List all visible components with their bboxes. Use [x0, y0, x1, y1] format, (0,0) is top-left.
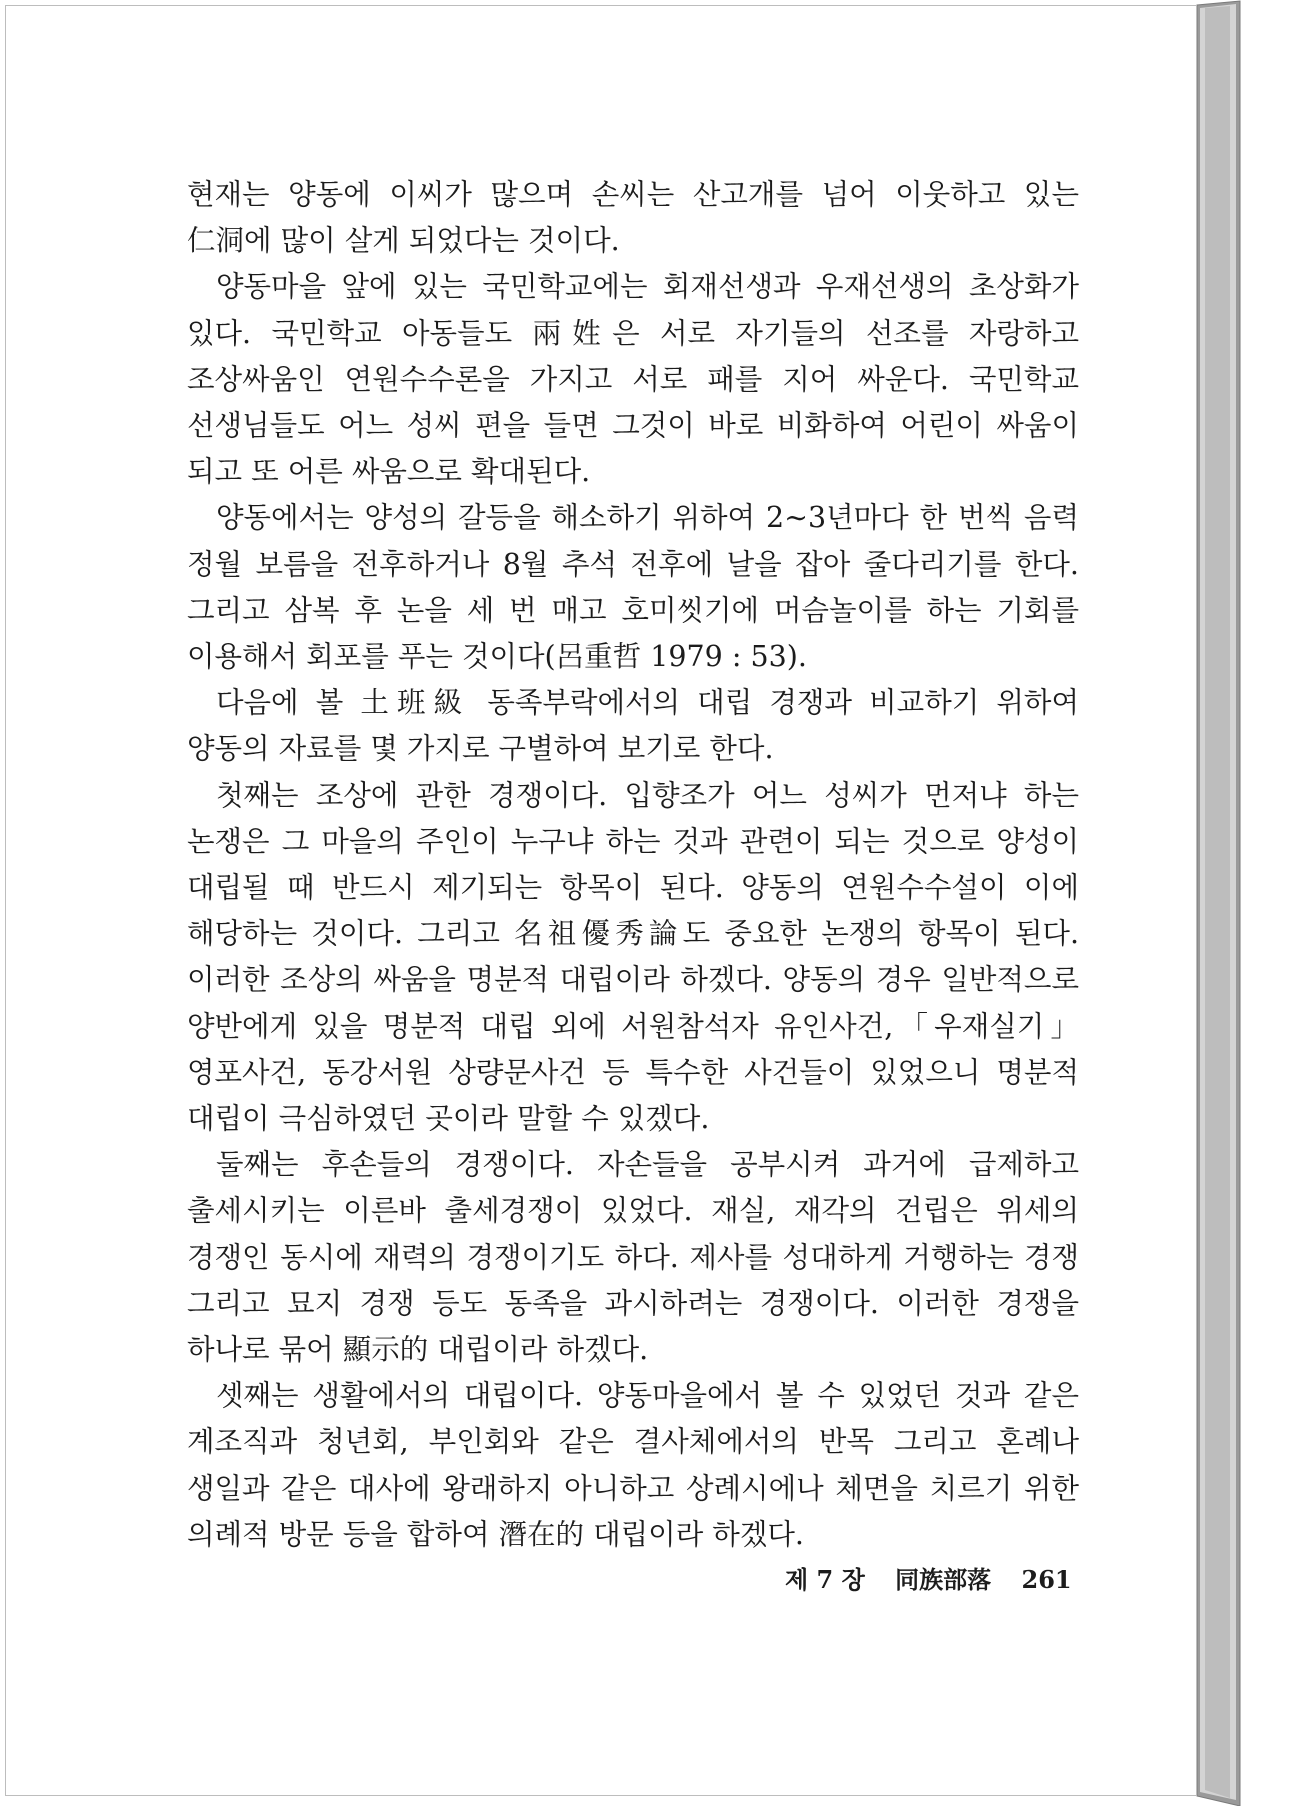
- paragraph: 첫째는 조상에 관한 경쟁이다. 입향조가 어느 성씨가 먼저냐 하는 논쟁은 그 마을의 주인이 누구냐 하는 것과 관련이 되는 것으로 양성이 대립될 때 반드시 제기되는 항목이 된다. 양동의 연원수수설이 이에 해당하는 것이다. 그리고 名祖優秀論도 중요한 논쟁의 항목이 된다. 이러한 조상의 싸움을 명분적 대립이라 하겠다. 양동의 경우 일반적으로 양반에게 있을 명분적 대립 외에 서원참석자 유인사건,「우재실기」영포사건, 동강서원 상량문사건 등 특수한 사건들이 있었으니 명분적 대립이 극심하였던 곳이라 말할 수 있겠다.: [187, 778, 1079, 1136]
- body-text: [187, 172, 1079, 1558]
- paragraph: 둘째는 후손들의 경쟁이다. 자손들을 공부시켜 과거에 급제하고 출세시키는 이른바 출세경쟁이 있었다. 재실, 재각의 건립은 위세의 경쟁인 동시에 재력의 경쟁이기도 하다. 제사를 성대하게 거행하는 경쟁 그리고 묘지 경쟁 등도 동족을 과시하려는 경쟁이다. 이러한 경쟁을 하나로 묶어 顯示的 대립이라 하겠다.: [187, 1148, 1079, 1367]
- page-number: 261: [1021, 1565, 1072, 1594]
- chapter-label: 제 7 장: [785, 1565, 865, 1594]
- paragraph: 현재는 양동에 이씨가 많으며 손씨는 산고개를 넘어 이웃하고 있는 仁洞에 많이 살게 되었다는 것이다.: [187, 178, 1079, 258]
- paragraph: 양동마을 앞에 있는 국민학교에는 회재선생과 우재선생의 초상화가 있다. 국민학교 아동들도 兩姓은 서로 자기들의 선조를 자랑하고 조상싸움인 연원수수론을 가지고 서로 패를 지어 싸운다. 국민학교 선생님들도 어느 성씨 편을 들면 그것이 바로 비화하여 어린이 싸움이 되고 또 어른 싸움으로 확대된다.: [187, 270, 1079, 489]
- paragraph: 다음에 볼 土班級 동족부락에서의 대립 경쟁과 비교하기 위하여 양동의 자료를 몇 가지로 구별하여 보기로 한다.: [187, 686, 1079, 766]
- paragraph: 양동에서는 양성의 갈등을 해소하기 위하여 2∼3년마다 한 번씩 음력 정월 보름을 전후하거나 8월 추석 전후에 날을 잡아 줄다리기를 한다. 그리고 삼복 후 논을 세 번 매고 호미씻기에 머슴놀이를 하는 기회를 이용해서 회포를 푸는 것이다(呂重哲 1979 : 53).: [187, 501, 1079, 674]
- chapter-title: 同族部落: [895, 1565, 992, 1594]
- running-footer: [785, 1560, 1085, 1600]
- paragraph: 셋째는 생활에서의 대립이다. 양동마을에서 볼 수 있었던 것과 같은 계조직과 청년회, 부인회와 같은 결사체에서의 반목 그리고 혼례나 생일과 같은 대사에 왕래하지 아니하고 상례시에나 체면을 치르기 위한 의례적 방문 등을 합하여 潛在的 대립이라 하겠다.: [187, 1379, 1079, 1551]
